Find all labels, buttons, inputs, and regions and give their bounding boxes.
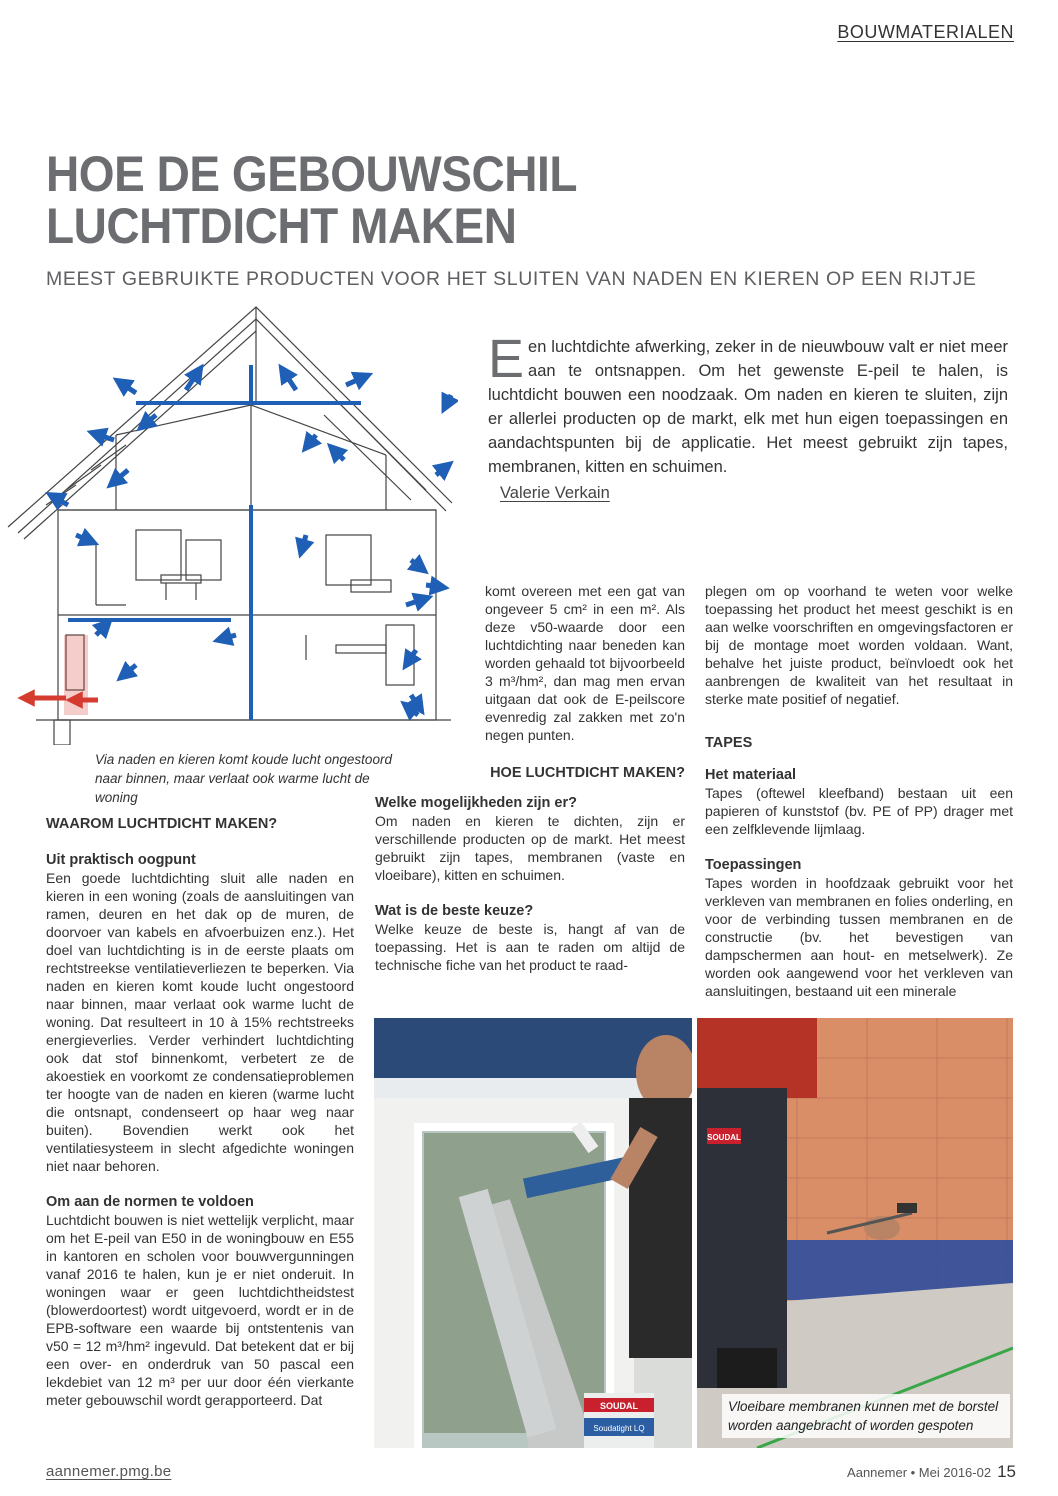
paragraph-keuze: Welke keuze de beste is, hangt af van de toepassing. Het is aan te raden om altijd de technische fiche van het product te raad-: [375, 921, 685, 973]
heading-tapes: TAPES: [705, 735, 753, 751]
paragraph-toepassingen: Tapes worden in hoofdzaak gebruikt voor het verkleven van membranen en folies onderling, en voor de verbinding tussen membranen en de constructie (bv. het bevestigen van dampschermen aan hout- en metselwerk). Ze worden ook aangewend voor het verkleven van aansluitingen, bestaand uit een minerale: [705, 875, 1013, 999]
intro-text: en luchtdichte afwerking, zeker in de nieuwbouw valt er niet meer aan te ontsnappen. Om het gewenste E-peil te halen, is luchtdicht bouwen een noodzaak. Om naden en kieren te sluiten, zijn er allerlei producten op de markt, elk met hun eigen toepassingen en aandachtspunten bij de applicatie. Het meest gebruikt zijn tapes, membranen, kitten en schuimen.: [488, 338, 1008, 476]
house-caption: Via naden en kieren komt koude lucht ongestoord naar binnen, maar verlaat ook warme lucht de woning: [95, 752, 392, 805]
subheading-toepassingen: Toepassingen: [705, 857, 802, 873]
subtitle: MEEST GEBRUIKTE PRODUCTEN VOOR HET SLUITEN VAN NADEN EN KIEREN OP EEN RIJTJE: [46, 268, 977, 290]
paragraph-materiaal: Tapes (oftewel kleefband) bestaan uit een papieren of kunststof (bv. PE of PP) drager met een zelfklevende lijmlaag.: [705, 785, 1013, 837]
column-2: [375, 582, 685, 974]
title-line-1: HOE DE GEBOUWSCHIL: [46, 146, 577, 202]
intro-paragraph: [488, 329, 1008, 479]
brand-label-2: SOUDAL: [707, 1133, 741, 1142]
subheading-normen: Om aan de normen te voldoen: [46, 1194, 254, 1210]
section-tag: BOUWMATERIALEN: [837, 22, 1014, 42]
paragraph-continued-3: plegen om op voorhand te weten voor welke toepassing het product het meest geschikt is en aan welke voorschriften en omgevingsfactoren er bij de montage moet worden voldaan. Want, behalve het juiste product, beïnvloedt ook het aanbrengen de kwaliteit van het resultaat in sterke mate positief of negatief.: [705, 583, 1013, 707]
photo-spray-graphic: [697, 1018, 1013, 1448]
subheading-materiaal: Het materiaal: [705, 767, 797, 783]
dropcap: E: [488, 329, 525, 389]
paragraph-normen: Luchtdicht bouwen is niet wettelijk verplicht, maar om het E-peil van E50 in de woningbouw en E55 in kantoren en scholen voor bouwvergunningen vanaf 2016 te halen, kun je er niet onderuit. In woningen waar er geen luchtdichtheidstest (blowerdoortest) wordt uitgevoerd, wordt er in de EPB-software een waarde bij ontstentenis van v50 = 12 m³/hm² ingevuld. Dat betekent dat er bij een over- en onderdruk van 50 pascal een lekdebiet van 12 m³ per uur door één vierkante meter gebouwschil wordt gerapporteerd. Dat: [46, 1212, 354, 1408]
column-1: [46, 815, 354, 1409]
author-link[interactable]: Valerie Verkain: [500, 484, 610, 502]
heading-hoe: HOE LUCHTDICHT MAKEN?: [490, 765, 685, 781]
product-label-1: Soudatight LQ: [593, 1424, 645, 1433]
subheading-praktisch: Uit praktisch oogpunt: [46, 852, 196, 868]
brand-label-1: SOUDAL: [600, 1401, 638, 1411]
subheading-keuze: Wat is de beste keuze?: [375, 903, 534, 919]
paragraph-continued: komt overeen met een gat van ongeveer 5 cm² in een m². Als deze v50-waarde door een luchtdichting naar beneden kan worden gehaald tot bijvoorbeeld 3 m³/hm², dan mag men ervan uitgaan dat ook de E-peilscore evenredig zal zakken met zo'n negen punten.: [485, 583, 685, 743]
subheading-mogelijkheden: Welke mogelijkheden zijn er?: [375, 795, 577, 811]
photo-brush-application: [374, 1018, 692, 1448]
heading-waarom: WAAROM LUCHTDICHT MAKEN?: [46, 816, 278, 832]
website-link[interactable]: aannemer.pmg.be: [46, 1463, 172, 1480]
photo-brush-graphic: [374, 1018, 692, 1448]
issue-label: Aannemer • Mei 2016-02: [847, 1465, 992, 1480]
photo-spray-application: [697, 1018, 1013, 1448]
title-line-2: LUCHTDICHT MAKEN: [46, 198, 517, 254]
paragraph-praktisch: Een goede luchtdichting sluit alle naden en kieren in een woning (zoals de aansluitingen van ramen, deuren en het dak op de muren, de doorvoer van kabels en afvoerbuizen enz.). Het doel van luchtdichting is in de eerste plaats om rechtstreekse ventilatieverliezen te beperken. Via naden en kieren komt koude lucht ongestoord naar binnen, maar verlaat ook warme lucht de woning. Dat resulteert in 10 à 15% rechtstreeks energieverlies. Verder verhindert luchtdichting ook dat stof binnenkomt, verbetert ze de akoestiek en voorkomt ze condensatieproblemen ter hoogte van de naden en kieren (warme lucht die ontsnapt, condenseert op haar weg naar buiten). Bovendien werkt ook het ventilatiesysteem in slecht afgedichte woningen niet naar behoren.: [46, 870, 354, 1174]
page-number: 15: [997, 1462, 1016, 1481]
photo-caption: Vloeibare membranen kunnen met de borstel worden aangebracht of worden gespoten: [722, 1394, 1010, 1438]
footer-issue: [847, 1462, 1016, 1482]
paragraph-mogelijkheden: Om naden en kieren te dichten, zijn er verschillende producten op de markt. Het meest gebruikt zijn tapes, membranen (vaste en vloeibare), kitten en schuimen.: [375, 813, 685, 883]
page-title: [46, 148, 708, 252]
column-3: [705, 582, 1013, 1000]
